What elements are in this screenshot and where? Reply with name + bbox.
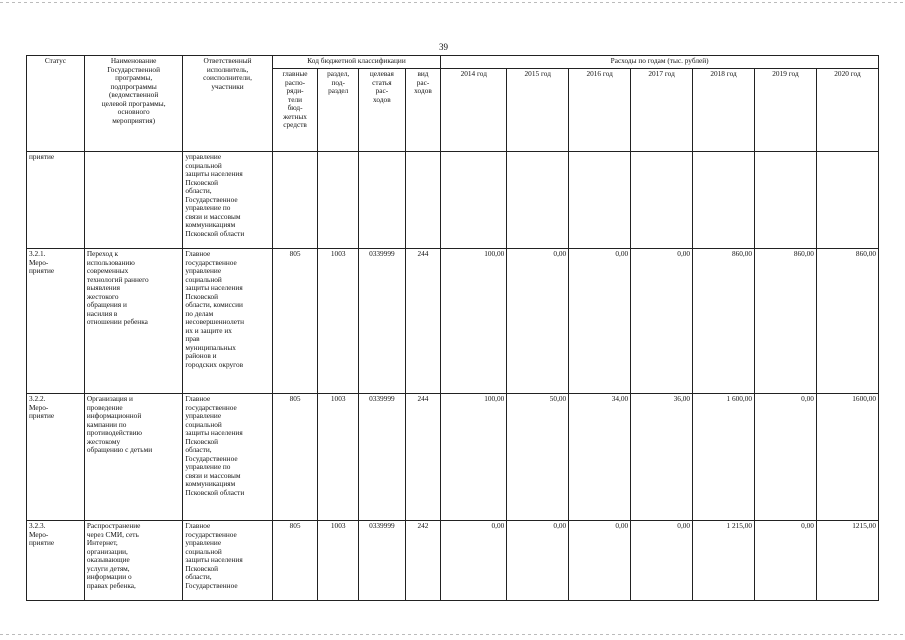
row-value-2020: 1600,00 — [816, 394, 878, 521]
row-value-2014 — [441, 152, 507, 249]
header-years-group: Расходы по годам (тыс. рублей) — [441, 56, 879, 69]
row-code-article: 0339999 — [359, 249, 406, 394]
header-year-2014: 2014 год — [441, 69, 507, 152]
row-status: 3.2.2. Меро- приятие — [27, 394, 85, 521]
row-executor: Главное государственное управление социальной защиты населения Псковской области, комиссии по делам несовершеннолетн их и защите их прав муниципальных районов и городских округов — [183, 249, 272, 394]
table-row — [27, 152, 879, 249]
row-code-section: 1003 — [318, 521, 359, 601]
row-code-section — [318, 152, 359, 249]
scan-edge-top — [0, 2, 905, 3]
header-code-group: Код бюджетной классификации — [272, 56, 441, 69]
table-row — [27, 521, 879, 601]
table-row — [27, 394, 879, 521]
row-code-grbs: 805 — [272, 394, 318, 521]
row-status: 3.2.1. Меро- приятие — [27, 249, 85, 394]
row-value-2017 — [631, 152, 693, 249]
row-code-type: 244 — [405, 394, 441, 521]
row-code-article — [359, 152, 406, 249]
row-executor: управление социальной защиты населения Псковской области, Государственное управление по связи и массовым коммуникациям Псковской области — [183, 152, 272, 249]
page-number: 39 — [439, 42, 448, 52]
header-year-2017: 2017 год — [631, 69, 693, 152]
row-value-2018: 1 600,00 — [693, 394, 755, 521]
row-value-2018: 1 215,00 — [693, 521, 755, 601]
row-value-2015: 0,00 — [507, 521, 569, 601]
row-value-2019 — [755, 152, 817, 249]
row-code-type — [405, 152, 441, 249]
header-code-type: вид рас- ходов — [405, 69, 441, 152]
row-value-2018: 860,00 — [693, 249, 755, 394]
header-code-grbs: главные распо- ряди- тели бюд- жетных средств — [272, 69, 318, 152]
row-value-2017: 0,00 — [631, 521, 693, 601]
row-value-2016 — [569, 152, 631, 249]
header-code-section: раздел, под- раздел — [318, 69, 359, 152]
header-year-2018: 2018 год — [693, 69, 755, 152]
table-row — [27, 249, 879, 394]
row-name — [84, 152, 182, 249]
row-status: приятие — [27, 152, 85, 249]
row-name: Переход к использованию современных технологий раннего выявления жестокого обращения и насилия в отношении ребенка — [84, 249, 182, 394]
row-code-section: 1003 — [318, 394, 359, 521]
header-year-2020: 2020 год — [816, 69, 878, 152]
row-value-2017: 36,00 — [631, 394, 693, 521]
row-status: 3.2.3. Меро- приятие — [27, 521, 85, 601]
row-value-2019: 860,00 — [755, 249, 817, 394]
row-value-2016: 0,00 — [569, 521, 631, 601]
row-value-2015: 50,00 — [507, 394, 569, 521]
header-year-2015: 2015 год — [507, 69, 569, 152]
header-code-article: целевая статья рас- ходов — [359, 69, 406, 152]
scan-edge-bottom — [0, 634, 905, 635]
header-name: Наименование Государственной программы, подпрограммы (ведомственной целевой программы, основного мероприятия) — [84, 56, 182, 152]
row-value-2019: 0,00 — [755, 394, 817, 521]
row-value-2020: 860,00 — [816, 249, 878, 394]
row-value-2015: 0,00 — [507, 249, 569, 394]
row-value-2015 — [507, 152, 569, 249]
row-code-article: 0339999 — [359, 394, 406, 521]
row-value-2020: 1215,00 — [816, 521, 878, 601]
row-code-section: 1003 — [318, 249, 359, 394]
row-value-2014: 100,00 — [441, 394, 507, 521]
row-value-2020 — [816, 152, 878, 249]
row-value-2016: 0,00 — [569, 249, 631, 394]
row-value-2018 — [693, 152, 755, 249]
row-name: Распространение через СМИ, сеть Интернет, организации, оказывающие услуги детям, информации о правах ребенка, — [84, 521, 182, 601]
row-executor: Главное государственное управление социальной защиты населения Псковской области, Государственное — [183, 521, 272, 601]
row-value-2014: 100,00 — [441, 249, 507, 394]
header-executor: Ответственный исполнитель, соисполнители, участники — [183, 56, 272, 152]
row-code-grbs — [272, 152, 318, 249]
row-code-type: 244 — [405, 249, 441, 394]
header-status: Статус — [27, 56, 85, 152]
row-value-2016: 34,00 — [569, 394, 631, 521]
row-code-grbs: 805 — [272, 521, 318, 601]
budget-table — [26, 55, 879, 601]
row-code-grbs: 805 — [272, 249, 318, 394]
row-value-2017: 0,00 — [631, 249, 693, 394]
header-year-2019: 2019 год — [755, 69, 817, 152]
row-code-type: 242 — [405, 521, 441, 601]
row-value-2014: 0,00 — [441, 521, 507, 601]
row-executor: Главное государственное управление социальной защиты населения Псковской области, Государственное управление по связи и массовым коммуникациям Псковской области — [183, 394, 272, 521]
header-year-2016: 2016 год — [569, 69, 631, 152]
row-name: Организация и проведение информационной кампании по противодействию жестокому обращению с детьми — [84, 394, 182, 521]
row-value-2019: 0,00 — [755, 521, 817, 601]
row-code-article: 0339999 — [359, 521, 406, 601]
